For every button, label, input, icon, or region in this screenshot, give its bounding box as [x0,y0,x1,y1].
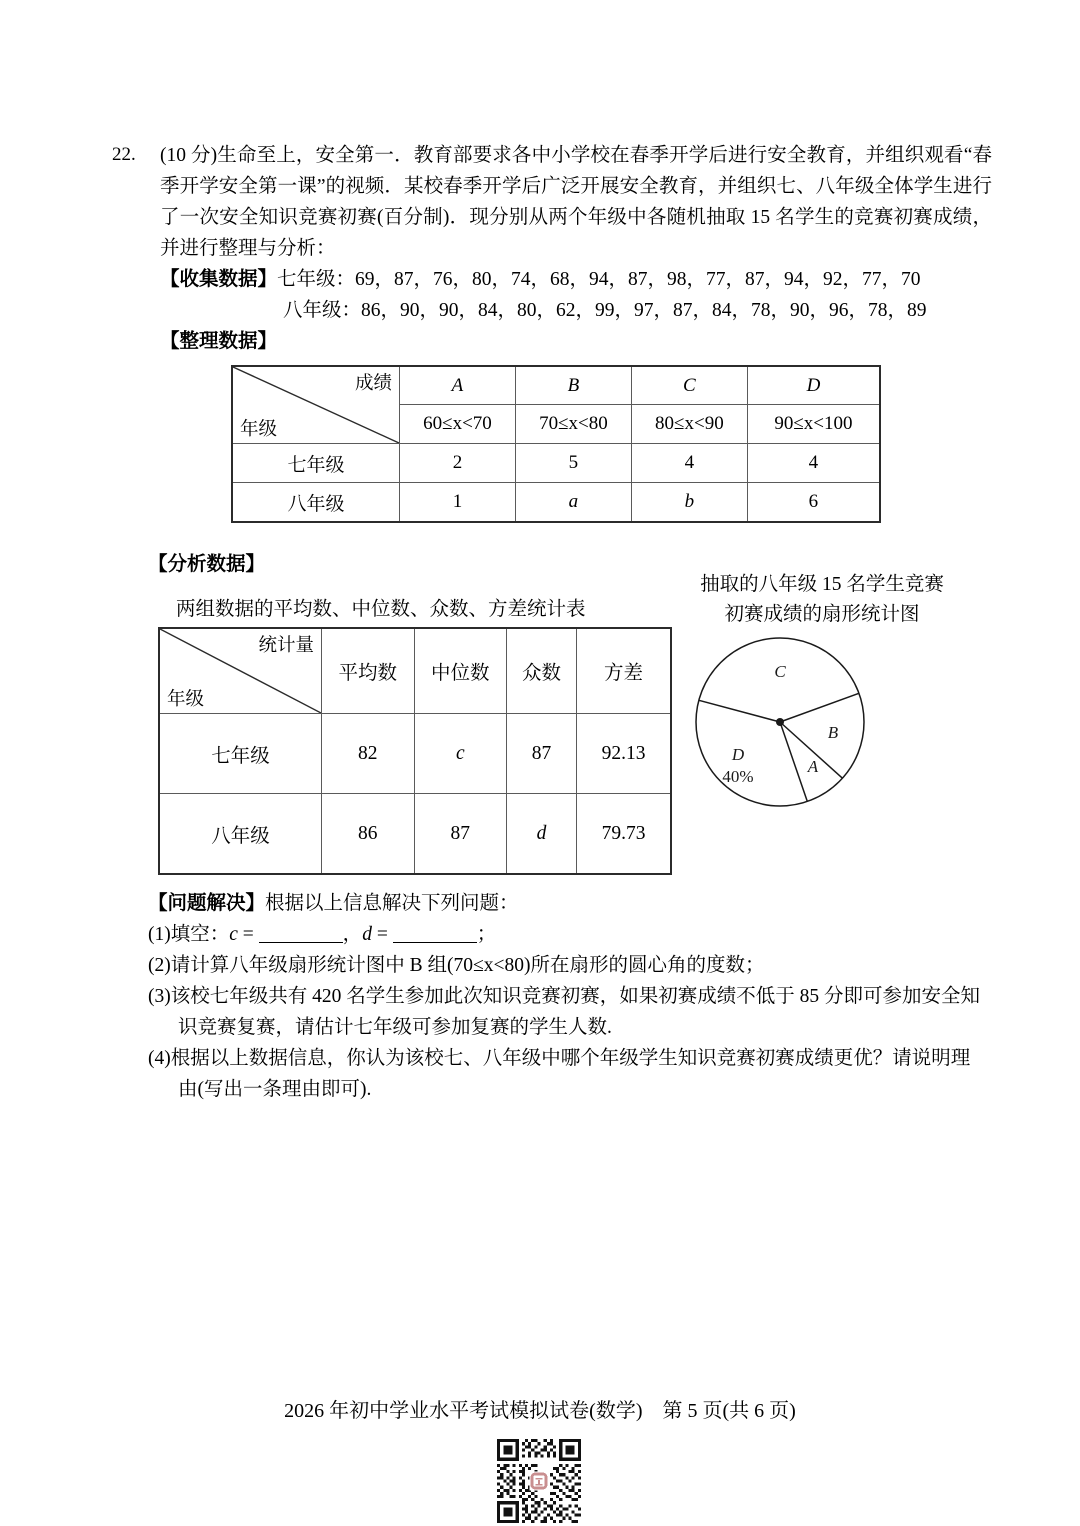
tidy-range-header-1: 70≤x<80 [515,405,631,444]
pie-chart-figure [664,570,980,890]
question-number: 22. [112,144,136,165]
stats-column-header-1: 中位数 [414,628,507,714]
pie-chart-title-line-2: 初赛成绩的扇形统计图 [724,604,920,625]
table-row [232,444,880,483]
collect-values-1: 86，90，90，84，80，62，99，97，87，84，78，90，96，78，89 [361,300,927,321]
pie-chart-title [664,570,980,630]
qr-code[interactable] [489,1436,589,1526]
tidy-range-header-2: 80≤x<90 [631,405,747,444]
answer-blank-d[interactable] [393,942,477,943]
page-footer: 2026 年初中学业水平考试模拟试卷(数学) 第 5 页(共 6 页) [284,1400,796,1422]
stats-row-0-cell-3: 92.13 [577,714,671,794]
pie-slice-value-d: 40% [722,767,754,786]
stats-column-header-0: 平均数 [322,628,415,714]
solve-item-4 [148,1043,988,1105]
solve-item-1-eq-2: = [371,924,393,945]
tidy-row-1-cell-2: b [631,483,747,523]
solve-item-2 [148,950,988,981]
stats-row-1-cell-2: d [507,794,577,875]
analyze-data-label: 【分析数据】 [148,554,266,575]
solve-label: 【问题解决】 [148,893,266,914]
solve-item-4-number: (4) [148,1048,171,1069]
pie-slice-label-a: A [807,757,819,776]
pie-chart-svg [690,632,870,812]
collect-row-1 [160,295,992,326]
solve-item-1-var-c: c [229,924,238,945]
tidy-row-0-cell-1: 5 [515,444,631,483]
tidy-group-header-2: C [631,366,747,405]
solve-item-4-text: 根据以上数据信息，你认为该校七、八年级中哪个年级学生知识竞赛初赛成绩更优？请说明理由(写出一条理由即可). [170,1048,971,1100]
answer-blank-c[interactable] [259,942,343,943]
pie-slice-label-d: D [731,745,745,764]
stats-table-title: 两组数据的平均数、中位数、众数、方差统计表 [176,599,586,620]
pie-slice-label-c: C [774,662,786,681]
solve-item-1 [148,919,988,950]
stats-row-1-cell-0: 86 [322,794,415,875]
solve-item-3-number: (3) [148,986,171,1007]
question-text: 生命至上，安全第一．教育部要求各中小学校在春季开学后进行安全教育，并组织观看“春季开学安全第一课”的视频．某校春季开学后广泛开展安全教育，并组织七、八年级全体学生进行了一次安全知识竞赛初赛(百分制)．现分别从两个年级中各随机抽取 15 名学生的竞赛初赛成绩，并进行整理与分析： [160,145,992,259]
table-row-header [159,628,671,714]
tidy-row-0-grade: 七年级 [232,444,400,483]
problem-statement [112,140,992,357]
problem-solving-section [148,888,988,1105]
qr-code-icon[interactable] [489,1436,589,1526]
stats-corner-bottom-left-label: 年级 [167,690,205,710]
stats-column-header-3: 方差 [577,628,671,714]
pie-center-dot [776,718,784,726]
solve-item-1-sep: ， [342,924,363,945]
qr-logo-mark-bottom [536,1484,543,1486]
collect-sep-1: ： [341,300,362,321]
stats-row-0-grade: 七年级 [159,714,322,794]
solve-item-3-text: 该校七年级共有 420 名学生参加此次知识竞赛初赛，如果初赛成绩不低于 85 分即可参加安全知识竞赛复赛，请估计七年级可参加复赛的学生人数. [170,986,981,1038]
solve-item-1-eq-1: = [237,924,259,945]
solve-item-2-text: 请计算八年级扇形统计图中 B 组(70≤x<80)所在扇形的圆心角的度数； [170,955,765,976]
qr-logo-mark-top [536,1478,543,1480]
table-row [159,794,671,875]
tidy-row-0-cell-0: 2 [400,444,516,483]
tidy-row-1-grade: 八年级 [232,483,400,523]
stats-table [158,627,672,875]
tidy-corner-top-right-label: 成绩 [354,374,392,394]
tidy-corner-bottom-left-label: 年级 [240,420,278,440]
tidy-row-0-cell-3: 4 [747,444,880,483]
stats-corner-top-right-label: 统计量 [258,636,315,656]
solve-item-1-text: 填空： [170,924,230,945]
collect-grade-0: 七年级 [277,269,336,290]
collect-sep-0: ： [335,269,356,290]
solve-item-1-number: (1) [148,924,171,945]
stats-column-header-2: 众数 [507,628,577,714]
tidy-data-label: 【整理数据】 [160,331,278,352]
tidy-range-header-0: 60≤x<70 [400,405,516,444]
solve-item-1-var-d: d [362,924,372,945]
stats-row-1-cell-1: 87 [414,794,507,875]
table-row [159,714,671,794]
tidy-range-header-3: 90≤x<100 [747,405,880,444]
tidy-corner-cell [232,366,400,444]
stats-row-0-cell-2: 87 [507,714,577,794]
question-score-tag: (10 分) [160,145,218,166]
solve-item-3 [148,981,988,1043]
tidy-row-1-cell-0: 1 [400,483,516,523]
solve-item-2-number: (2) [148,955,171,976]
stats-row-0-cell-1: c [414,714,507,794]
stats-corner-cell [159,628,322,714]
stats-row-1-grade: 八年级 [159,794,322,875]
pie-chart-title-line-1: 抽取的八年级 15 名学生竞赛 [700,574,944,595]
stats-row-0-cell-0: 82 [322,714,415,794]
solve-intro-text: 根据以上信息解决下列问题： [265,893,519,914]
stats-row-1-cell-3: 79.73 [577,794,671,875]
solve-intro-line [148,888,988,919]
collect-values-0: 69，87，76，80，74，68，94，87，98，77，87，94，92，77，70 [355,269,921,290]
tidy-data-table-wrapper [231,365,881,523]
stats-table-wrapper [158,627,672,875]
table-row-header-group [232,366,880,405]
tidy-row-0-cell-2: 4 [631,444,747,483]
question-paragraph [160,140,992,264]
tidy-group-header-3: D [747,366,880,405]
collect-row-0 [160,264,992,295]
collect-grade-1: 八年级 [283,300,342,321]
tidy-data-table [231,365,881,523]
tidy-group-header-0: A [400,366,516,405]
tidy-group-header-1: B [515,366,631,405]
tidy-row-1-cell-1: a [515,483,631,523]
tidy-row-1-cell-3: 6 [747,483,880,523]
solve-item-1-tail: ； [476,924,497,945]
table-row [232,483,880,523]
collect-data-label: 【收集数据】 [160,269,278,290]
pie-slice-label-b: B [827,723,839,742]
